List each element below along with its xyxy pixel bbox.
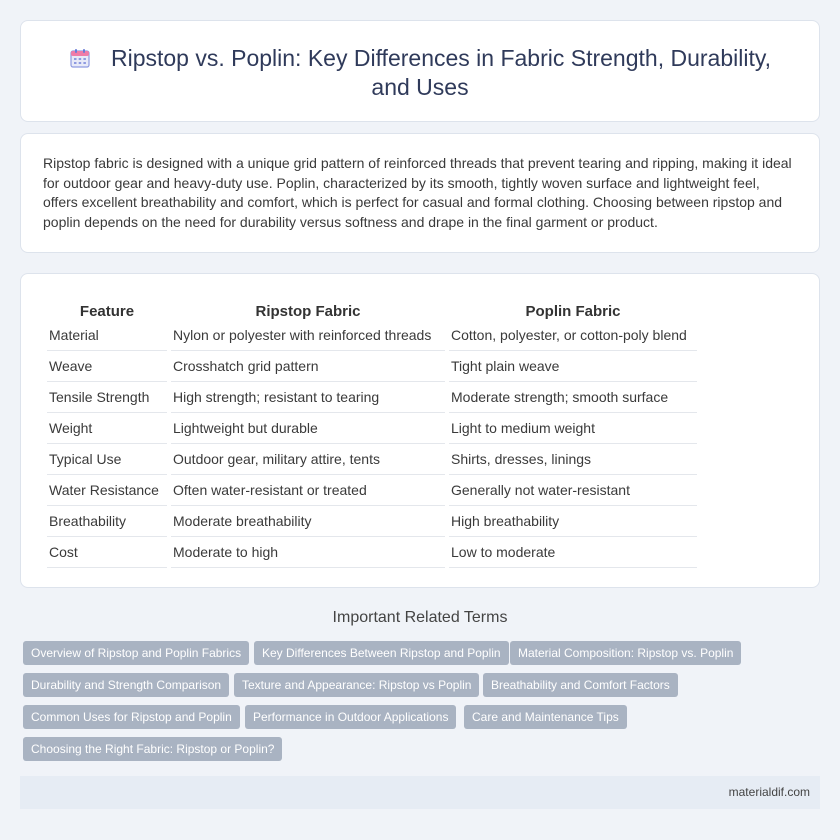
related-term-tag[interactable]: Texture and Appearance: Ripstop vs Poplin <box>234 673 479 697</box>
table-cell: Generally not water-resistant <box>449 475 697 506</box>
table-cell: Moderate breathability <box>171 506 445 537</box>
table-cell: Water Resistance <box>47 475 167 506</box>
table-cell: Tight plain weave <box>449 351 697 382</box>
page-title-text: Ripstop vs. Poplin: Key Differences in Fabric Strength, Durability, and Uses <box>110 45 772 100</box>
table-row <box>47 320 697 351</box>
table-cell: Light to medium weight <box>449 413 697 444</box>
table-cell: Shirts, dresses, linings <box>449 444 697 475</box>
table-cell: Low to moderate <box>449 537 697 568</box>
column-header-feature: Feature <box>79 303 135 320</box>
calendar-icon <box>69 47 91 69</box>
related-term-tag[interactable]: Durability and Strength Comparison <box>23 673 229 697</box>
table-cell: High strength; resistant to tearing <box>171 382 445 413</box>
comparison-card <box>20 273 820 588</box>
table-cell: Lightweight but durable <box>171 413 445 444</box>
table-cell: Typical Use <box>47 444 167 475</box>
table-cell: Crosshatch grid pattern <box>171 351 445 382</box>
column-header-poplin: Poplin Fabric <box>525 303 621 320</box>
table-cell: Moderate to high <box>171 537 445 568</box>
table-cell: Material <box>47 320 167 351</box>
table-cell: Weave <box>47 351 167 382</box>
related-term-tag[interactable]: Performance in Outdoor Applications <box>245 705 456 729</box>
related-term-tag[interactable]: Care and Maintenance Tips <box>464 705 627 729</box>
table-row <box>47 413 697 444</box>
related-term-tag[interactable]: Breathability and Comfort Factors <box>483 673 678 697</box>
table-cell: Tensile Strength <box>47 382 167 413</box>
comparison-table <box>43 296 701 568</box>
table-row <box>47 506 697 537</box>
column-header-ripstop: Ripstop Fabric <box>255 303 361 320</box>
table-cell: Nylon or polyester with reinforced threads <box>171 320 445 351</box>
table-cell: Weight <box>47 413 167 444</box>
table-row <box>47 351 697 382</box>
related-term-tag[interactable]: Key Differences Between Ripstop and Poplin <box>254 641 509 665</box>
footer-site: materialdif.com <box>728 785 810 799</box>
table-header-row <box>47 296 697 320</box>
intro-card <box>20 133 820 253</box>
related-term-tag[interactable]: Common Uses for Ripstop and Poplin <box>23 705 240 729</box>
table-cell: Often water-resistant or treated <box>171 475 445 506</box>
table-row <box>47 444 697 475</box>
footer <box>20 776 820 809</box>
intro-paragraph: Ripstop fabric is designed with a unique grid pattern of reinforced threads that prevent tearing and ripping, making it ideal for outdoor gear and heavy-duty use. Poplin, characterized by its smooth, tightly woven surface and lightweight feel, offers excellent breathability and comfort, which is perfect for casual and formal clothing. Choosing between ripstop and poplin depends on the need for durability versus softness and drape in the final garment or product. <box>43 155 792 230</box>
related-term-tag[interactable]: Overview of Ripstop and Poplin Fabrics <box>23 641 249 665</box>
table-row <box>47 537 697 568</box>
related-term-tag[interactable]: Material Composition: Ripstop vs. Poplin <box>510 641 741 665</box>
header-card <box>20 20 820 122</box>
table-cell: Breathability <box>47 506 167 537</box>
table-cell: Cost <box>47 537 167 568</box>
table-cell: High breathability <box>449 506 697 537</box>
table-cell: Cotton, polyester, or cotton-poly blend <box>449 320 697 351</box>
page-title <box>61 44 779 102</box>
table-row <box>47 475 697 506</box>
related-term-tag[interactable]: Choosing the Right Fabric: Ripstop or Poplin? <box>23 737 282 761</box>
table-cell: Moderate strength; smooth surface <box>449 382 697 413</box>
table-row <box>47 382 697 413</box>
related-terms-title: Important Related Terms <box>332 609 508 626</box>
table-cell: Outdoor gear, military attire, tents <box>171 444 445 475</box>
